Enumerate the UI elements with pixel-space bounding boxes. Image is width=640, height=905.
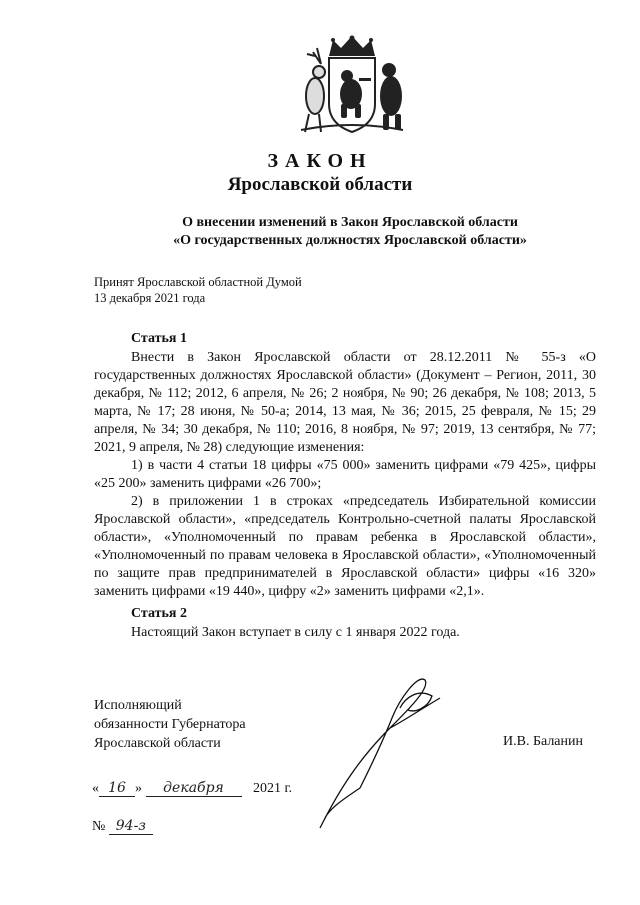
signing-date — [92, 780, 292, 797]
adoption-line-1: Принят Ярославской областной Думой — [94, 275, 302, 289]
article-2-text: Настоящий Закон вступает в силу с 1 января 2022 года. — [131, 625, 460, 640]
law-number — [92, 818, 153, 835]
signatory-role-line-2: обязанности Губернатора — [94, 717, 246, 732]
document-subtitle: Ярославской области — [227, 174, 413, 195]
number-value: 94-з — [109, 818, 153, 835]
signatory-role-line-1: Исполняющий — [94, 698, 182, 713]
deer-supporter-icon — [305, 48, 325, 132]
bear-supporter-icon — [380, 63, 402, 130]
article-1-title: Статья 1 — [131, 331, 187, 346]
date-day: 16 — [99, 780, 135, 797]
handwritten-signature — [300, 668, 460, 838]
date-open-quote: « — [92, 781, 99, 796]
article-1-intro: Внести в Закон Ярославской области от 28.12.2011 № 55-з «О государственных должностях Ярославской области» (Документ – Регион, 2011, 30 декабря, № 112; 2012, 6 апреля, № 26; 2 ноября, № 90; 26 декабря, № 108; 2013, 5 марта, № 17; 28 июня, № 50-а; 2014, 13 мая, № 36; 2015, 25 февраля, № 15; 29 апреля, № 34; 30 декабря, № 110; 2016, 8 ноября, № 97; 2019, 13 сентября, № 77; 2021, 9 апреля, № 28) следующие изменения: — [94, 350, 596, 455]
date-close-quote: » — [135, 781, 142, 796]
adoption-date: 13 декабря 2021 года — [94, 291, 206, 305]
number-prefix: № — [92, 819, 106, 834]
crown-icon — [329, 36, 375, 57]
article-1-item-2: 2) в приложении 1 в строках «председатель Избирательной комиссии Ярославской области», «председатель Контрольно-счетной палаты Ярославской области», «Уполномоченный по правам ребенка в Ярославской области», «Уполномоченный по правам человека в Ярославской области», «Уполномоченный по защите прав предпринимателей в Ярославской области» цифры «16 320» заменить цифрами «19 440», цифру «2» заменить цифрами «2,1». — [94, 494, 596, 599]
document-title: ЗАКОН — [267, 150, 373, 172]
date-month: декабря — [146, 780, 242, 797]
law-heading-line-2: «О государственных должностях Ярославской области» — [173, 233, 527, 248]
law-heading-line-1: О внесении изменений в Закон Ярославской области — [182, 215, 518, 230]
signatory-name: И.В. Баланин — [503, 734, 584, 749]
date-year: 2021 г. — [253, 781, 293, 796]
article-2-title: Статья 2 — [131, 606, 187, 621]
signatory-role-line-3: Ярославской области — [94, 736, 221, 751]
article-1-item-1: 1) в части 4 статьи 18 цифры «75 000» заменить цифрами «79 425», цифры «25 200» заменить цифрами «26 700»; — [94, 458, 596, 491]
coat-of-arms-emblem — [291, 34, 413, 136]
